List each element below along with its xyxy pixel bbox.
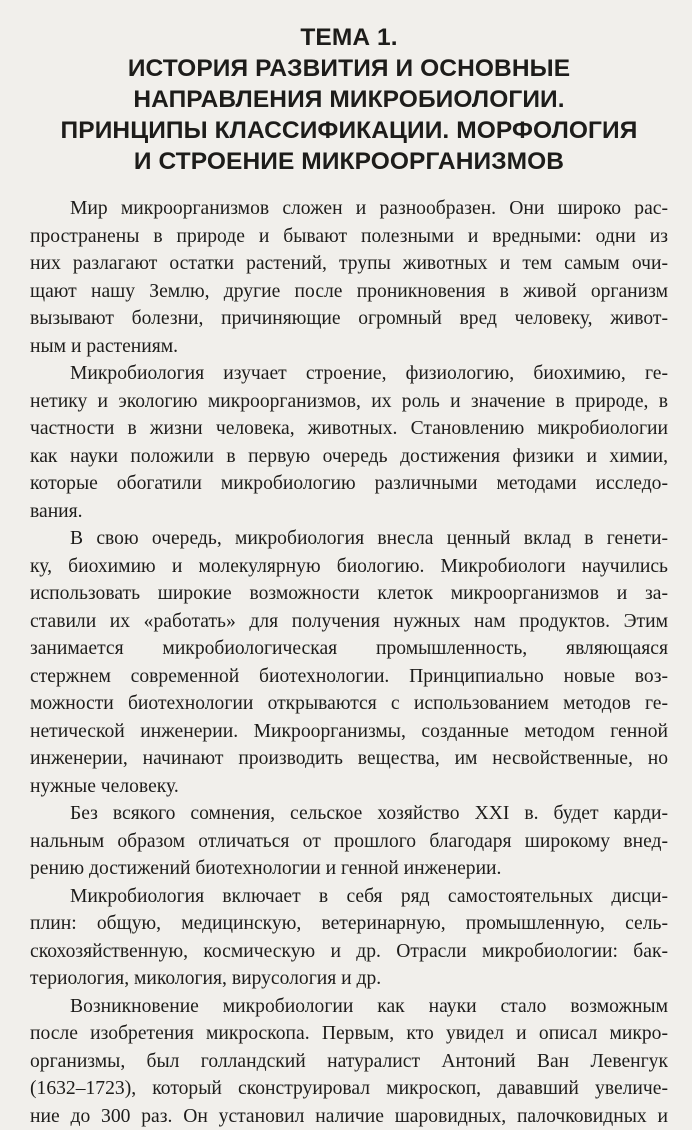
text-line: которые обогатили микробиологию различными методами исследо- xyxy=(30,470,668,498)
paragraph xyxy=(30,883,668,993)
text-line: вызывают болезни, причиняющие огромный вред человеку, живот- xyxy=(30,305,668,333)
text-line: Микробиология включает в себя ряд самостоятельных дисци- xyxy=(30,883,668,911)
text-line: плин: общую, медицинскую, ветеринарную, промышленную, сель- xyxy=(30,910,668,938)
title-line: И СТРОЕНИЕ МИКРООРГАНИЗМОВ xyxy=(30,146,668,177)
text-line: занимается микробиологическая промышленность, являющаяся xyxy=(30,635,668,663)
text-line: вания. xyxy=(30,498,668,526)
text-line: инженерии, начинают производить вещества, им несвойственные, но xyxy=(30,745,668,773)
text-line: Микробиология изучает строение, физиологию, биохимию, ге- xyxy=(30,360,668,388)
body-text xyxy=(30,195,668,1130)
text-line: териология, микология, вирусология и др. xyxy=(30,965,668,993)
title-line: ПРИНЦИПЫ КЛАССИФИКАЦИИ. МОРФОЛОГИЯ xyxy=(30,115,668,146)
title-line: НАПРАВЛЕНИЯ МИКРОБИОЛОГИИ. xyxy=(30,84,668,115)
text-line: после изобретения микроскопа. Первым, кто увидел и описал микро- xyxy=(30,1020,668,1048)
text-line: как науки положили в первую очередь достижения физики и химии, xyxy=(30,443,668,471)
paragraph xyxy=(30,800,668,883)
text-line: рению достижений биотехнологии и генной инженерии. xyxy=(30,855,668,883)
text-line: Возникновение микробиологии как науки стало возможным xyxy=(30,993,668,1021)
text-line: можности биотехнологии открываются с использованием методов ге- xyxy=(30,690,668,718)
text-line: В свою очередь, микробиология внесла ценный вклад в генети- xyxy=(30,525,668,553)
text-line: скохозяйственную, космическую и др. Отрасли микробиологии: бак- xyxy=(30,938,668,966)
text-line: нетику и экологию микроорганизмов, их роль и значение в природе, в xyxy=(30,388,668,416)
text-line: Мир микроорганизмов сложен и разнообразен. Они широко рас- xyxy=(30,195,668,223)
text-line: (1632–1723), который сконструировал микроскоп, дававший увеличе- xyxy=(30,1075,668,1103)
text-line: использовать широкие возможности клеток микроорганизмов и за- xyxy=(30,580,668,608)
text-line: нужные человеку. xyxy=(30,773,668,801)
text-line: нетической инженерии. Микроорганизмы, созданные методом генной xyxy=(30,718,668,746)
text-line: ние до 300 раз. Он установил наличие шаровидных, палочковидных и xyxy=(30,1103,668,1130)
title-line: ТЕМА 1. xyxy=(30,22,668,53)
text-line: Без всякого сомнения, сельское хозяйство XXI в. будет карди- xyxy=(30,800,668,828)
chapter-title xyxy=(30,22,668,177)
paragraph xyxy=(30,195,668,360)
paragraph xyxy=(30,360,668,525)
text-line: ку, биохимию и молекулярную биологию. Микробиологи научились xyxy=(30,553,668,581)
text-line: пространены в природе и бывают полезными и вредными: одни из xyxy=(30,223,668,251)
title-line: ИСТОРИЯ РАЗВИТИЯ И ОСНОВНЫЕ xyxy=(30,53,668,84)
paragraph xyxy=(30,525,668,800)
text-line: ставили их «работать» для получения нужных нам продуктов. Этим xyxy=(30,608,668,636)
text-line: них разлагают остатки растений, трупы животных и тем самым очи- xyxy=(30,250,668,278)
text-line: ным и растениям. xyxy=(30,333,668,361)
text-line: стержнем современной биотехнологии. Принципиально новые воз- xyxy=(30,663,668,691)
paragraph xyxy=(30,993,668,1130)
text-line: нальным образом отличаться от прошлого благодаря широкому внед- xyxy=(30,828,668,856)
text-line: частности в жизни человека, животных. Становлению микробиологии xyxy=(30,415,668,443)
text-line: щают нашу Землю, другие после проникновения в живой организм xyxy=(30,278,668,306)
text-line: организмы, был голландский натуралист Антоний Ван Левенгук xyxy=(30,1048,668,1076)
